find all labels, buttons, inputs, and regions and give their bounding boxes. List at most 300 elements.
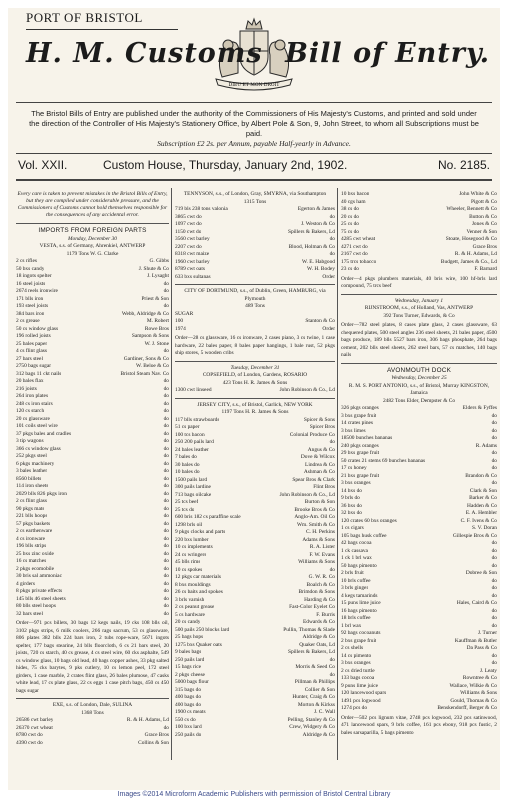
cargo-row [16, 717, 169, 725]
cargo-item: 16 bags pimento [341, 607, 377, 614]
consignee: Elders & Fyffes [462, 405, 497, 411]
consignee: J. Leaty [479, 667, 497, 674]
consignee: Spear Bros & Clark [292, 476, 335, 483]
consignee: F. W. Evans [309, 551, 335, 558]
consignee: G. Gibbs [149, 258, 169, 264]
bill-of-entry-page [8, 8, 500, 790]
consignee: Anglo-Am. Oil Co [294, 514, 335, 520]
consignee: Budgett, James & Co., Ld [440, 258, 497, 265]
consignee: Order [322, 273, 335, 280]
consignee: E. A. Hembler [465, 510, 497, 516]
consignee: Gould, Thomas & Co [450, 697, 497, 704]
consignee: do [163, 415, 169, 422]
cargo-row [175, 717, 335, 725]
cargo-item: 240 pkgs oranges [341, 442, 379, 449]
divider [175, 398, 335, 399]
cargo-item: 12 pkgs car materials [175, 574, 221, 580]
cargo-row [341, 660, 497, 668]
consignee: do [163, 528, 169, 534]
cargo-row [16, 483, 169, 491]
cargo-item: 10 bxs bacon [341, 191, 370, 197]
consignee: do [163, 423, 169, 429]
cargo-row [341, 236, 497, 244]
cargo-row [341, 518, 497, 526]
consignee: Priest & Son [141, 295, 169, 302]
consignee: Brimdon & Sons [298, 589, 335, 595]
cargo-item: 3 bxs limes [341, 427, 366, 434]
section-heading: IMPORTS FROM FOREIGN PARTS [38, 227, 147, 234]
cargo-item: 9 pkgs clocks and parts [175, 529, 226, 535]
consignee: J. Lysaght [147, 273, 169, 279]
cargo-item: 196 blls strips [16, 543, 47, 549]
cargo-row [175, 266, 335, 274]
consignee: Williams & Sons [460, 690, 497, 696]
cargo-row [16, 453, 169, 461]
cargo-item: 75 cs do [341, 228, 359, 235]
consignee: do [163, 490, 169, 497]
vessel-name: JERSEY CITY, s.s., of Bristol, Garlick, NEW YORK [197, 401, 313, 408]
cargo-item: 20 cs do [341, 213, 359, 220]
cargo-item: 6 pkgs machinery [16, 460, 55, 467]
consignee: Adams & Sons [302, 536, 335, 543]
cargo-row [16, 596, 169, 604]
cargo-item: 3560 cwt barley [175, 236, 210, 242]
cargo-row [16, 581, 169, 589]
cargo-row [16, 386, 169, 394]
cargo-item: 1275 bxs Quaker oats [175, 641, 222, 648]
cargo-row [341, 570, 497, 578]
cargo-item: 193 steel joists [16, 303, 49, 309]
cargo-item: 29 bxs grape fruit [341, 450, 380, 456]
cargo-row [175, 589, 335, 597]
cargo-item: 92 bags cocoanuts [341, 630, 381, 636]
consignee: do [163, 430, 169, 437]
cargo-item: 26370 cwt wheat [16, 724, 53, 731]
cargo-item: 2 cs earthenware [16, 528, 53, 534]
cargo-item: 14 bxs do [341, 487, 362, 494]
volume-line [18, 158, 490, 178]
consignee: Clark & Son [469, 487, 497, 494]
cargo-item: 5000 bags flour [175, 679, 209, 685]
vessel-name: CITY OF DORTMUND, s.s., of Dublin, Green, HAMBURG, via Plymouth [184, 288, 326, 302]
cargo-list [341, 405, 497, 713]
consignee: do [163, 303, 169, 309]
cargo-row [341, 653, 497, 661]
cargo-row [16, 273, 169, 281]
consignee: Wm. Smith & Co [296, 521, 335, 528]
cargo-item: 133 bags cocoa [341, 675, 375, 681]
consignee: W. J. Stone [144, 340, 169, 347]
cargo-row [341, 608, 497, 616]
cargo-item: 3 brls ginger [341, 585, 369, 591]
consignee: Button & Co [469, 213, 497, 220]
cargo-item: 14 cs pimento [341, 652, 372, 659]
cargo-row [175, 214, 335, 222]
cargo-row [175, 582, 335, 590]
cargo-row [341, 450, 497, 458]
cargo-item: 10 cs spokes [175, 566, 203, 573]
cargo-item: 633 bxs sultanas [175, 273, 211, 280]
cargo-row [175, 417, 335, 425]
consignee: J. C. Wall [313, 709, 335, 715]
cargo-item: 8789 cwt oats [175, 266, 205, 272]
cargo-item: 1974 [175, 325, 186, 332]
consignee: Venner & Son [466, 228, 497, 235]
motto-text: DIEU ET MON DROIT [228, 83, 280, 88]
consignee: do [163, 408, 169, 414]
consignee: do [163, 280, 169, 287]
cargo-row [16, 356, 169, 364]
cargo-row [175, 514, 335, 522]
cargo-item: 713 bags oilcake [175, 491, 212, 498]
cargo-item: 100 [175, 318, 184, 324]
cargo-item: 4271 cwt do [341, 243, 368, 250]
cargo-row [175, 318, 335, 326]
consignee: Pigott & Co [470, 198, 497, 205]
cargo-item: 100 tcs bacon [175, 431, 205, 438]
cargo-item: 4390 cwt do [16, 739, 43, 746]
consignee: do [163, 603, 169, 609]
consignee: C. F. Ivens & Co [460, 517, 497, 524]
cargo-row [16, 288, 169, 296]
cargo-item: 23 cs do [341, 266, 359, 272]
consignee: do [163, 438, 169, 444]
issue-number: No. 2185. [437, 158, 490, 172]
cargo-item: 2 pkgs cheese [175, 671, 205, 678]
cargo-item: 30 bales do [175, 461, 200, 468]
sugar-label: SUGAR [175, 310, 194, 317]
cargo-list [341, 191, 497, 274]
cargo-item: 3 bxs oranges [341, 480, 371, 486]
vessel-tonnage: 392 Tons Turner, Edwards, & Co [383, 312, 455, 319]
cargo-row [16, 498, 169, 506]
cargo-item: 25 bags hops [175, 634, 204, 640]
consignee: do [329, 213, 335, 220]
cargo-row [16, 521, 169, 529]
cargo-row [16, 408, 169, 416]
consignee: Kauffman & Butler [454, 637, 497, 644]
cargo-item: 2 brls fruit [341, 570, 364, 576]
cargo-row [341, 645, 497, 653]
cargo-row [341, 503, 497, 511]
consignee: do [491, 435, 497, 441]
cargo-item: 366 cs window glass [16, 445, 61, 452]
consignee: Brooke Bros & Co [294, 506, 335, 513]
cargo-item: 15 bags rice [175, 664, 202, 670]
consignee: Wallace, Wilkie & Co [449, 682, 497, 689]
consignee: do [163, 550, 169, 557]
cargo-item: 21 bxs grape fruit [341, 472, 380, 479]
cargo-row [341, 443, 497, 451]
cargo-item: 18 ingots spelter [16, 273, 52, 279]
consignee: Jones & Co [471, 221, 497, 227]
cargo-item: 18500 bunches bananas [341, 435, 393, 441]
cargo-row [16, 311, 169, 319]
cargo-row [16, 326, 169, 334]
consignee: Burton & Son [304, 499, 335, 505]
cargo-item: 26 cs baits and spokes [175, 589, 223, 595]
cargo-row [175, 522, 335, 530]
cargo-item: 2 cs flint glass [16, 498, 47, 504]
cargo-row [175, 507, 335, 515]
cargo-item: 400 bags do [175, 694, 202, 700]
cargo-item: 400 bags do [175, 701, 202, 708]
consignee: Angus & Co [307, 446, 335, 453]
cargo-item: 24 bales leather [175, 446, 209, 453]
consignee: Morris & Seed Co [295, 664, 335, 670]
consignee: C. H. Perkins [305, 529, 335, 535]
cargo-item: 2 cs peanut grease [175, 604, 215, 610]
volume-rule-top [16, 153, 492, 154]
cargo-row [16, 438, 169, 446]
cargo-row [175, 649, 335, 657]
cargo-item: 9 bales bags [175, 649, 202, 655]
cargo-row [175, 206, 335, 214]
consignee: do [329, 656, 335, 663]
cargo-item: 2 cs dried turtle [341, 667, 375, 674]
cargo-row [341, 630, 497, 638]
cargo-item: 252 pkgs steel [16, 453, 47, 459]
publisher-notice: The Bristol Bills of Entry are published under the authority of the Commissioners of His Majesty's Customs, and printed and sold under the direction of the Controller of His Majesty's Stationery Office, by Albert Pole & Son, 9, John Street, to whom all Subscriptions must be paid. [29, 109, 479, 138]
cargo-row [16, 603, 169, 611]
cargo-item: 4 cs ironware [16, 535, 46, 542]
consignee: do [163, 498, 169, 504]
cargo-row [16, 506, 169, 514]
consignee: do [491, 577, 497, 584]
cargo-row [175, 642, 335, 650]
cargo-row [16, 740, 169, 748]
cargo-item: 2 bxs grape fruit [341, 637, 377, 644]
cargo-row [341, 221, 497, 229]
cargo-row [341, 480, 497, 488]
cargo-row [175, 627, 335, 635]
consignee: Lindrea & Co [305, 461, 335, 468]
consignee: do [491, 562, 497, 569]
cargo-item: 384 bars iron [16, 310, 45, 317]
consignee: do [163, 543, 169, 549]
consignee: Spicer Bros [309, 424, 335, 430]
cargo-row [16, 446, 169, 454]
cargo-item: 300 pails lardine [175, 484, 211, 490]
cargo-item: 719 bls 238 tons valonia [175, 206, 228, 212]
cargo-item: 3 bxs grape fruit [341, 412, 377, 419]
cargo-row [341, 495, 497, 503]
cargo-row [175, 454, 335, 462]
cargo-row [175, 732, 335, 740]
consignee: Pelling, Stanley & Co [287, 716, 335, 723]
vessel-name: VESTA, s.s. of Germany, Ahrenkiel, ANTWERP [39, 243, 146, 249]
consignee: Stanton & Co [305, 318, 335, 324]
consignee: Sampson & Sons [131, 333, 169, 339]
order-paragraph: Order—28 cs glassware, 16 cs ironware, 2 cases piano, 3 cs twine, 1 case hardware, 22 bales paper, 8 bales paper hangings, 1 bale rust, 52 pkgs ship stores, 5 wooden cribs [175, 335, 335, 356]
consignee: do [163, 445, 169, 452]
cargo-row [16, 281, 169, 289]
cargo-row [341, 555, 497, 563]
cargo-row [341, 675, 497, 683]
cargo-row [16, 318, 169, 326]
consignee: R. & H. Adams, Ld [126, 717, 169, 723]
cargo-item: 4 cs flint glass [16, 348, 47, 354]
consignee: do [491, 457, 497, 464]
consignee: Benskendorff, Berger & Co [437, 705, 497, 711]
order-paragraph: Order—971 pcs billets, 30 bags 12 kegs nails, 19 cks 108 blls oil, 3102 pkgs strips, 6 milk coolers, 266 rags sacrum, 53 cs glassware, 806 plates 382 blls 224 bars iron, 2 tubs rope-ware, 5671 ingots spelter, 177 bags stearine, 24 blls floorcloth, 6 cs 21 bars steel, 20 joists, 720 cs starch, 40 cs grease, 4 cs steel wire, 60 cks asphalte, 549 cs window glass, 10 bags old lead, 40 bags copper ashes, 33 pkg salted hides, 75 cks barytes, 9 pks cutlery, 10 cs lemon peel, 172 steel girders, 1 case marble, 2 crates flint glass, 26 bales plumose, 47 casks white lead, 17 cs plate glass, 22 cs eggs 1 case pitch bags, 450 cs 450 bags sugar [16, 620, 170, 694]
consignee: Aldridge & Co [302, 731, 335, 738]
divider [16, 698, 169, 699]
consignee: Flint Bros [313, 484, 335, 490]
cargo-row [175, 694, 335, 702]
cargo-row [341, 259, 497, 267]
cargo-item: 2750 bags sugar [16, 363, 52, 369]
cargo-row [16, 393, 169, 401]
cargo-item: 50 bxs candy [16, 265, 45, 272]
cargo-list [175, 318, 335, 333]
cargo-item: 8780 cwt do [16, 732, 43, 738]
cargo-item: 27 bars steel [16, 355, 43, 362]
cargo-item: 248 cs iron stairs [16, 400, 53, 407]
port-label: PORT OF BRISTOL [26, 10, 143, 25]
cargo-row [16, 266, 169, 274]
vessel-name: TENNYSON, s.s., of London, Gray, SMYRNA, via Southampton [183, 191, 327, 197]
cargo-item: 1960 cwt barley [175, 258, 210, 265]
cargo-row [16, 573, 169, 581]
consignee: Blood, Holman & Co [288, 243, 335, 250]
cargo-item: 196 rolled joists [16, 333, 51, 339]
consignee: Williams & Sons [298, 559, 335, 565]
cargo-item: 2207 cwt do [175, 243, 202, 250]
cargo-item: 100 bxs lard [175, 724, 202, 730]
column-divider-2 [337, 188, 338, 760]
cargo-item: 57 pkgs baskets [16, 520, 51, 527]
divider [16, 223, 169, 224]
column-1 [16, 191, 169, 747]
cargo-item: 20 cs glassware [16, 415, 50, 422]
consignee: R. & H. Adams, Ld [454, 251, 497, 257]
consignee: do [163, 580, 169, 587]
cargo-row [16, 588, 169, 596]
column-3 [341, 191, 497, 739]
cargo-item: 5 cs hardware [175, 611, 205, 618]
cargo-item: 315 bags do [175, 686, 202, 693]
cargo-item: 1500 pails lard [175, 476, 208, 483]
cargo-row [16, 378, 169, 386]
cargo-item: 38 cs do [341, 206, 359, 212]
cargo-item: 25 bales paper [16, 340, 48, 347]
cargo-item: 2674 reels ironwire [16, 288, 58, 294]
cargo-row [16, 468, 169, 476]
cargo-row [341, 244, 497, 252]
cargo-row [341, 683, 497, 691]
consignee: Hales, Caird & Co [456, 600, 497, 606]
cargo-row [16, 431, 169, 439]
cargo-item: 90 pkgs mats [16, 505, 45, 512]
cargo-item: 42 bags cocoa [341, 540, 372, 546]
title-left: H. M. Customs [26, 38, 263, 69]
cargo-item: 600 bris 182 cs paraffine scale [175, 514, 241, 520]
consignee: Fast-Color Eyelet Co [289, 604, 335, 610]
cargo-list [175, 387, 335, 395]
cargo-row [341, 266, 497, 274]
cargo-item: 40 cgs ham [341, 198, 366, 205]
accuracy-warning: Every care is taken to prevent mistakes in the Bristol Bills of Entry, but they are compiled under considerable pressure, and the Commissioners of Customs cannot hold themselves responsible for the consequences of any accidental error. [17, 191, 168, 218]
cargo-row [341, 191, 497, 199]
cargo-row [175, 499, 335, 507]
consignee: do [491, 622, 497, 629]
cargo-item: 50 crates 21 stems 69 bunches bananas [341, 457, 426, 464]
consignee: Egerton & James [297, 206, 335, 212]
cargo-row [341, 214, 497, 222]
cargo-item: 80 blls steel hoops [16, 603, 56, 609]
cargo-row [341, 458, 497, 466]
cargo-row [341, 405, 497, 413]
consignee: Brandon & Co [465, 472, 497, 479]
divider [341, 294, 497, 295]
consignee: Dobree & Son [465, 570, 497, 576]
cargo-item: 2167 cwt do [341, 251, 368, 257]
consignee: do [329, 439, 335, 445]
consignee: do [163, 558, 169, 564]
cargo-row [341, 698, 497, 706]
cargo-row [16, 363, 169, 371]
cargo-item: 1491 pcs logwood [341, 697, 381, 704]
vessel-tonnage: 489 Tons [245, 303, 265, 309]
cargo-row [175, 724, 335, 732]
cargo-row [341, 623, 497, 631]
consignee: do [163, 595, 169, 602]
consignee: do [491, 420, 497, 426]
cargo-item: 1 brl wax [341, 622, 362, 629]
issue-date: Custom House, Thursday, January 2nd, 1902. [103, 158, 348, 172]
consignee: Aldridge & Co [302, 634, 335, 640]
cargo-item: 3 bxs oranges [341, 660, 371, 666]
cargo-item: 1150 cwt do [175, 228, 202, 235]
cargo-item: 10 cs implements [175, 544, 213, 550]
cargo-item: 120 cs starch [16, 408, 45, 414]
column-divider-1 [171, 188, 172, 760]
cargo-row [341, 413, 497, 421]
vessel-tonnage: 1179 Tons W. G. Clarke [66, 250, 119, 257]
consignee: Order [322, 325, 335, 332]
cargo-item: 1 ck cassava [341, 547, 368, 554]
consignee: Quaker Oats, Ld [299, 641, 335, 648]
consignee: S. V. Doran [472, 525, 497, 531]
consignee: do [491, 480, 497, 486]
cargo-row [16, 513, 169, 521]
cargo-row [16, 348, 169, 356]
cargo-item: 1274 pcs do [341, 705, 368, 711]
consignee: Da Pass & Co [466, 645, 497, 651]
cargo-row [175, 387, 335, 395]
consignee: Crew, Widgery & Co [289, 724, 335, 730]
consignee: do [163, 513, 169, 519]
cargo-row [16, 543, 169, 551]
consignee: Harding & Co [304, 596, 335, 603]
consignee: Pullin, Thomas & Slade [283, 626, 335, 633]
cargo-item: 18 brls coffee [341, 615, 371, 621]
cargo-row [341, 420, 497, 428]
consignee: M. Robert [146, 318, 169, 324]
cargo-row [341, 638, 497, 646]
consignee: J. Weston & Co [301, 221, 335, 227]
cargo-item: 1900 cs meats [175, 709, 206, 715]
cargo-item: 7 bales do [175, 454, 197, 460]
cargo-item: 250 pails do [175, 731, 202, 738]
cargo-row [175, 619, 335, 627]
consignee: J. Shute & Co [138, 265, 169, 272]
cargo-row [175, 492, 335, 500]
cargo-row [341, 705, 497, 713]
cargo-row [16, 416, 169, 424]
consignee: Colonial Produce Co [289, 431, 335, 438]
